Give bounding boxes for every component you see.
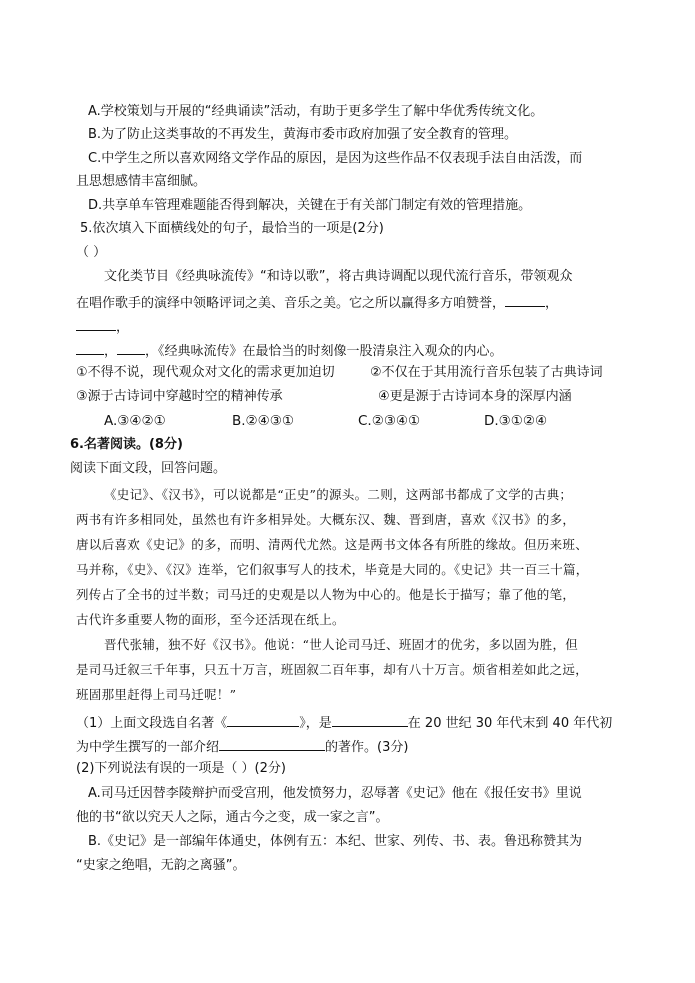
q5-blank-4[interactable]: [117, 340, 145, 355]
q6-sub2-option-a-line2: 他的书“欲以究天人之际，通古今之变，成一家之言”。: [76, 810, 389, 825]
q5-passage-line2: [76, 292, 558, 313]
q4-option-d: D.共享单车管理难题能否得到解决，关键在于有关部门制定有效的管理措施。: [88, 198, 532, 213]
q5-blank-3[interactable]: [76, 340, 104, 355]
q5-comma-2: ，: [116, 320, 130, 335]
q5-comma-3: ，: [104, 344, 118, 359]
q5-sentence-1: ①不得不说，现代观众对文化的需求更加迫切: [76, 365, 335, 380]
q6-blank-book-title[interactable]: [227, 712, 299, 727]
q5-passage-line2-text: 在唱作歌手的演绎中领略评词之美、音乐之美。它之所以赢得多方咱赞誉，: [76, 296, 506, 311]
q6-passage-line2: 两书有许多相同处，虽然也有许多相异处。大概东汉、魏、晋到唐，喜欢《汉书》的多，: [76, 512, 576, 527]
q6-sub2-option-a-line1: A.司马迁因替李陵辩护而受宫刑，他发愤努力，忍辱著《史记》他在《报任安书》里说: [88, 786, 582, 801]
q6-passage-line1: 《史记》、《汉书》，可以说都是“正史”的源头。二则，这两部书都成了文学的古典；: [104, 487, 573, 502]
q5-sentence-4: ④更是源于古诗词本身的深厚内涵: [378, 389, 572, 404]
q5-sentence-2: ②不仅在于其用流行音乐包装了古典诗词: [370, 365, 603, 380]
q5-passage-line4-text: ，《经典咏流传》在最恰当的时刻像一股清泉注入观众的内心。: [145, 344, 503, 359]
q5-blank-2[interactable]: [76, 316, 116, 331]
q6-sub2-option-b-line1: B.《史记》是一部编年体通史，体例有五：本纪、世家、列传、书、表。鲁迅称赞其为: [88, 834, 583, 849]
q6-sub1-mid: 》，是: [299, 716, 332, 731]
q6-sub1-line2-prefix: 为中学生撰写的一部介绍: [76, 740, 220, 755]
q5-passage-line4: [76, 340, 503, 361]
q5-choice-d[interactable]: D.③①②④: [484, 413, 548, 429]
q4-option-b: B.为了防止这类事故的不再发生，黄海市委市政府加强了安全教育的管理。: [88, 127, 518, 142]
q6-instruction: 阅读下面文段，回答问题。: [70, 461, 227, 476]
q5-choice-b[interactable]: B.②④③①: [232, 413, 294, 429]
q6-sub1-line1: [76, 712, 612, 733]
q5-stem: 5.依次填入下面横线处的句子，最恰当的一项是(2分): [80, 221, 384, 236]
q5-choice-c[interactable]: C.②③④①: [358, 413, 421, 429]
q6-title: 6.名著阅读。(8分): [70, 437, 183, 452]
q6-passage-line3: 唐以后喜欢《史记》的多，而明、清两代尤然。这是两书文体各有所胜的缘故。但历来班、: [76, 537, 589, 552]
q6-passage-line6: 古代许多重要人物的面形，至今还活现在纸上。: [76, 612, 345, 627]
q5-answer-paren: （ ）: [76, 245, 107, 260]
q4-option-c-line2: 且思想感情丰富细腻。: [76, 174, 207, 189]
q4-option-c-line1: C.中学生之所以喜欢网络文学作品的原因，是因为这些作品不仅表现手法自由活泼，而: [88, 151, 583, 166]
q4-option-a: A.学校策划与开展的“经典诵读”活动，有助于更多学生了解中华优秀传统文化。: [88, 104, 544, 119]
q6-sub1-prefix: （1）上面文段选自名著《: [76, 716, 228, 731]
q6-passage-line8: 是司马迁叙三千年事，只五十万言，班固叙二百年事，却有八十万言。烦省相差如此之远，: [76, 662, 589, 677]
q6-blank-author[interactable]: [332, 712, 408, 727]
q5-blank-1[interactable]: [505, 292, 545, 307]
q6-passage-line4: 马并称，《史》、《汉》连举，它们叙事写人的技术，毕竟是大同的。《史记》共一百三十篇，: [76, 562, 589, 577]
q5-sentence-3: ③源于古诗词中穿越时空的精神传承: [76, 389, 283, 404]
q5-choice-a[interactable]: A.③④②①: [104, 413, 166, 429]
q6-sub2-stem: (2)下列说法有误的一项是（ ）(2分): [76, 761, 286, 776]
q6-blank-subject[interactable]: [219, 736, 325, 751]
q6-sub1-suffix: 在 20 世纪 30 年代末到 40 年代初: [407, 716, 613, 731]
q6-passage-line5: 列传占了全书的过半数；司马迁的史观是以人物为中心的。他是长于描写；靠了他的笔，: [76, 587, 576, 602]
q6-sub2-option-b-line2: “史家之绝唱，无韵之离骚”。: [76, 858, 246, 873]
q6-passage-line9: 班固那里赶得上司马迁呢！”: [76, 687, 237, 702]
q6-passage-line7: 晋代张辅，独不好《汉书》。他说：“世人论司马迁、班固才的优劣，多以固为胜，但: [104, 637, 579, 652]
q5-passage-line3: [76, 316, 129, 337]
q5-comma-1: ，: [545, 296, 559, 311]
q5-passage-line1: 文化类节目《经典咏流传》“和诗以歌”，将古典诗调配以现代流行音乐，带领观众: [104, 269, 573, 284]
q6-sub1-line2-suffix: 的著作。(3分): [325, 740, 409, 755]
q6-sub1-line2: [76, 736, 408, 757]
